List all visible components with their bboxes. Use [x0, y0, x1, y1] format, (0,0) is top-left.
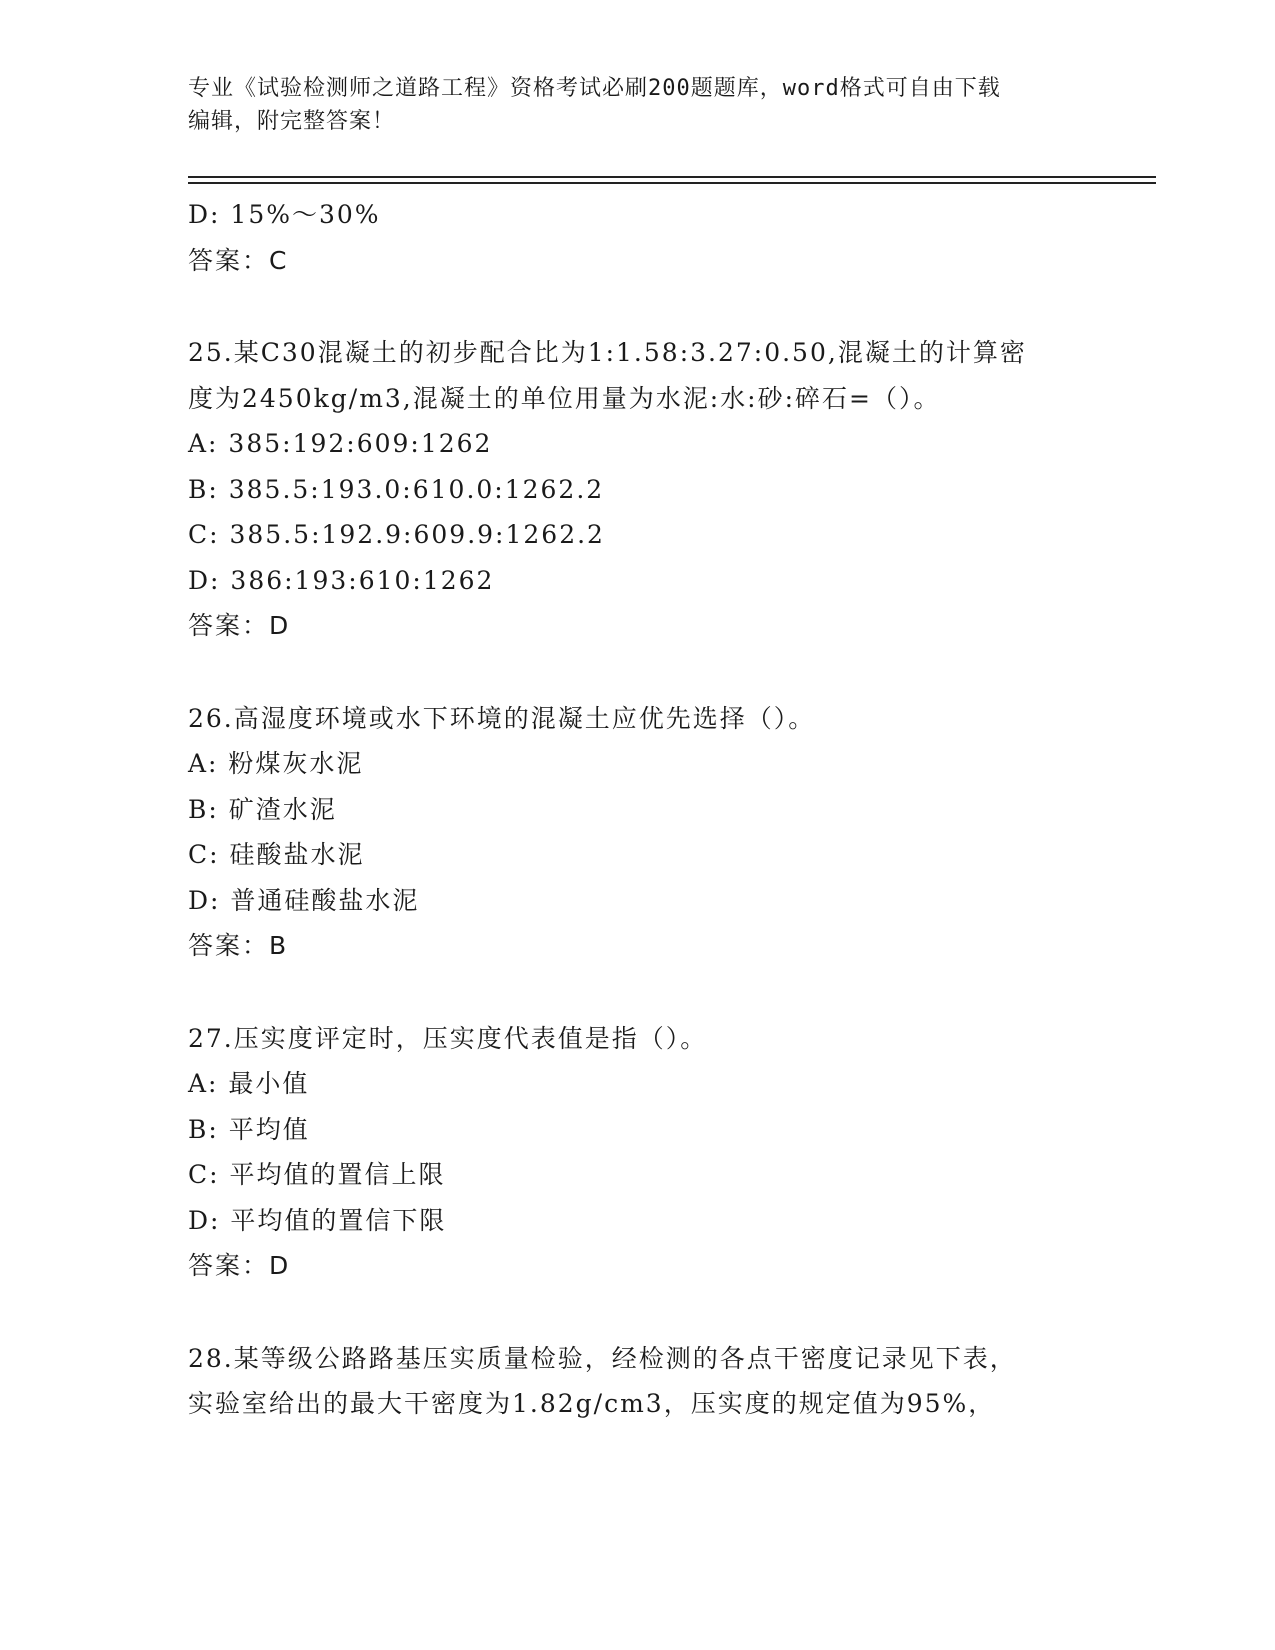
question-stem-cont: 度为2450kg/m3,混凝土的单位用量为水泥:水:砂:碎石=（）。: [188, 383, 941, 413]
header-line-2: 编辑，附完整答案！: [188, 109, 396, 134]
option-c: C: 385.5:192.9:609.9:1262.2: [188, 520, 605, 549]
option-d: D: 386:193:610:1262: [188, 565, 495, 595]
header-divider-bottom: [188, 182, 1156, 184]
option-b: B: 矿渣水泥: [188, 794, 337, 824]
option-d: D: 普通硅酸盐水泥: [188, 885, 420, 915]
header-divider-top: [188, 176, 1156, 178]
option-a: A: 最小值: [188, 1069, 310, 1098]
question-stem: 28.某等级公路路基压实质量检验，经检测的各点干密度记录见下表，: [188, 1343, 1017, 1373]
spacer: [188, 1289, 1088, 1336]
question-25: [188, 330, 1088, 649]
answer-label: 答案：B: [188, 931, 289, 960]
answer-label: 答案：D: [188, 611, 291, 640]
option-c: C: 硅酸盐水泥: [188, 840, 365, 869]
question-26: [188, 696, 1088, 969]
header-line-1: 专业《试验检测师之道路工程》资格考试必刷200题题库，word格式可自由下载: [188, 76, 1001, 101]
question-28: [188, 1336, 1088, 1427]
question-stem: 27.压实度评定时，压实度代表值是指（）。: [188, 1023, 708, 1053]
option-a: A: 粉煤灰水泥: [188, 749, 364, 778]
question-24-tail: [188, 192, 1088, 283]
option-b: B: 385.5:193.0:610.0:1262.2: [188, 474, 605, 504]
answer-label: 答案：D: [188, 1251, 291, 1280]
document-header: [188, 72, 1068, 138]
option-d: D: 15%～30%: [188, 200, 381, 229]
option-c: C: 平均值的置信上限: [188, 1160, 446, 1189]
spacer: [188, 649, 1088, 696]
answer-label: 答案：C: [188, 245, 289, 275]
question-27: [188, 1016, 1088, 1289]
question-list: [188, 192, 1088, 1427]
spacer: [188, 283, 1088, 330]
spacer: [188, 969, 1088, 1016]
question-stem: 26.高湿度环境或水下环境的混凝土应优先选择（）。: [188, 703, 816, 733]
question-stem: 25.某C30混凝土的初步配合比为1:1.58:3.27:0.50,混凝土的计算密: [188, 338, 1027, 367]
question-stem-cont: 实验室给出的最大干密度为1.82g/cm3，压实度的规定值为95%，: [188, 1389, 996, 1418]
option-d: D: 平均值的置信下限: [188, 1205, 447, 1235]
option-a: A: 385:192:609:1262: [188, 429, 493, 458]
option-b: B: 平均值: [188, 1114, 310, 1144]
